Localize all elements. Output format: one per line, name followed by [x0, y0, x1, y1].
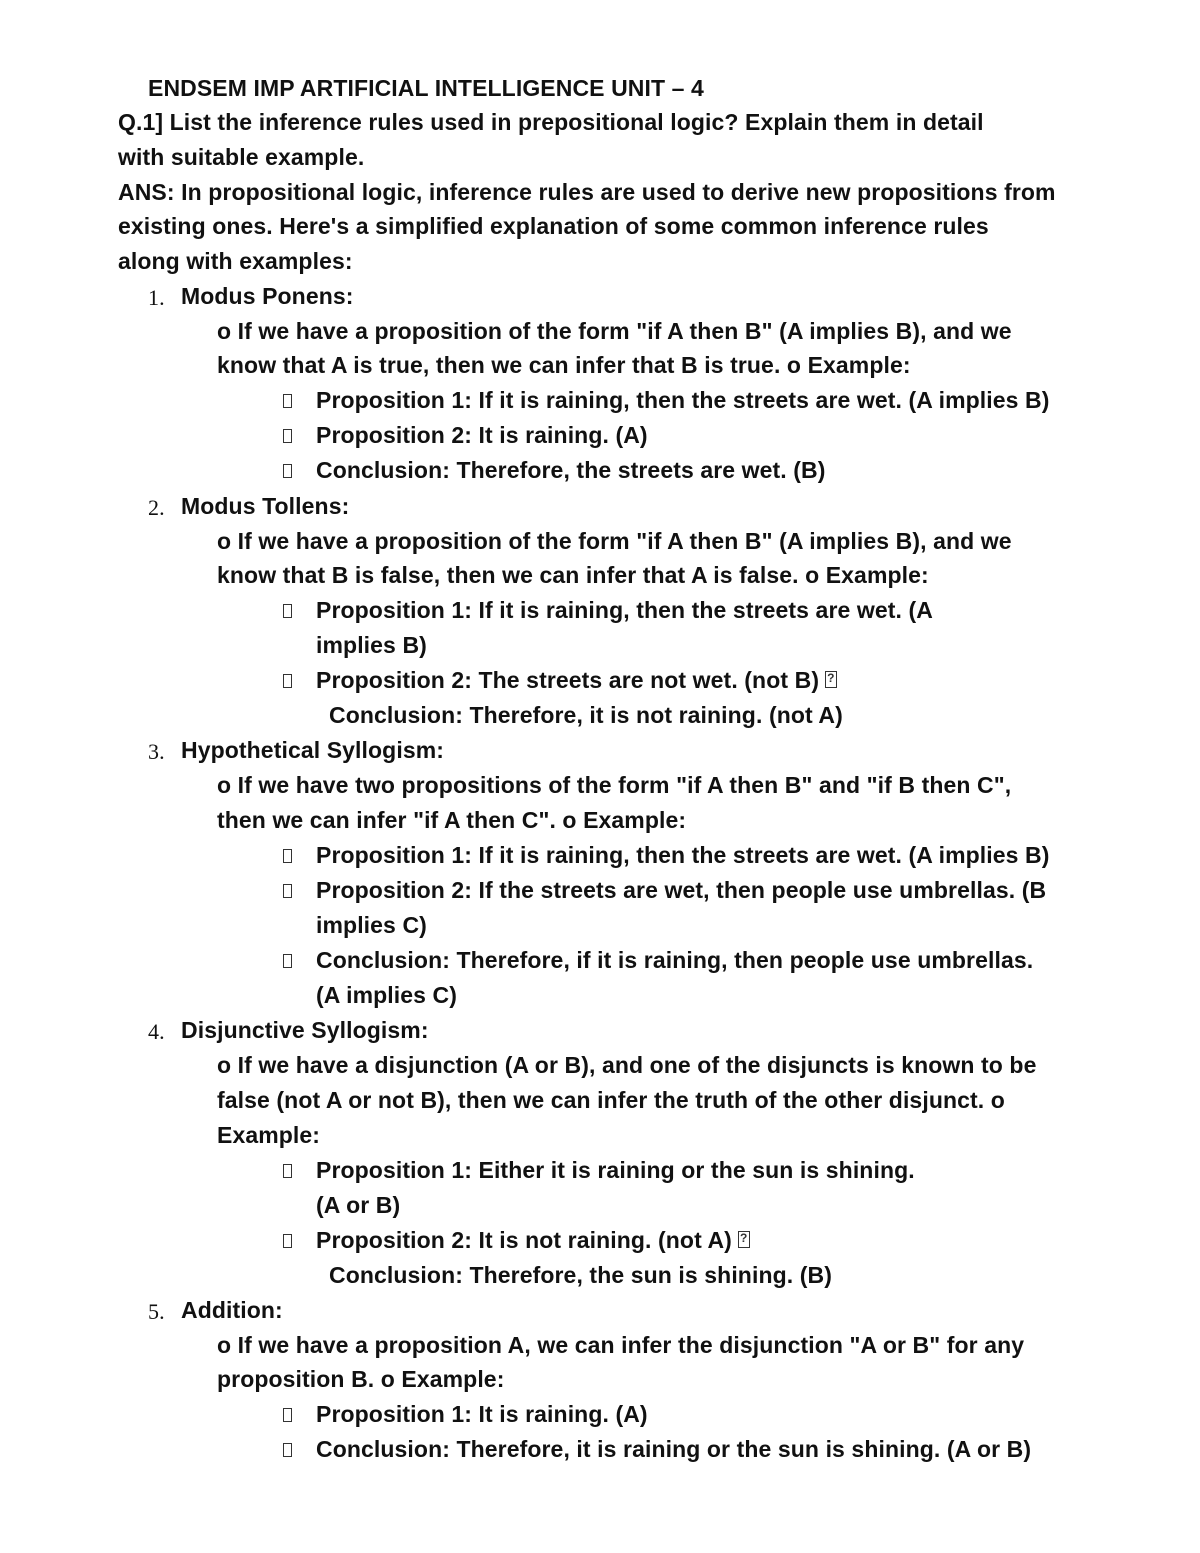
bullet-box-icon: [283, 1397, 292, 1432]
bullet-box-icon: [283, 838, 292, 873]
bullet-box-icon: [283, 418, 292, 453]
bullet-text-content: Proposition 2: It is not raining. (not A): [316, 1227, 732, 1253]
question-line-1: Q.1] List the inference rules used in prepositional logic? Explain them in detail: [118, 109, 984, 135]
bullet-box-icon: [283, 1153, 292, 1188]
rule-description-line: false (not A or not B), then we can infer the truth of the other disjunct. o: [217, 1087, 1005, 1113]
bullet-text-continued: implies C): [316, 912, 427, 938]
rule-description-line: o If we have a disjunction (A or B), and one of the disjuncts is known to be: [217, 1052, 1037, 1078]
rule-number: 2.: [148, 495, 165, 520]
bullet-box-icon: [283, 453, 292, 488]
bullet-text-continued: (A implies C): [316, 982, 458, 1008]
rule-heading: Modus Tollens:: [181, 493, 350, 519]
rule-number: 3.: [148, 739, 165, 764]
answer-line-2: existing ones. Here's a simplified explanation of some common inference rules: [118, 213, 989, 239]
bullet-text-continued: (A or B): [316, 1192, 401, 1218]
bullet-box-icon: [283, 873, 292, 908]
rule-description-line: then we can infer "if A then C". o Example:: [217, 807, 687, 833]
bullet-text: Proposition 1: Either it is raining or the sun is shining.: [316, 1157, 915, 1183]
bullet-text-content: Proposition 2: The streets are not wet. (not B): [316, 667, 820, 693]
bullet-text: Conclusion: Therefore, it is raining or the sun is shining. (A or B): [316, 1436, 1032, 1462]
bullet-box-icon: [283, 1223, 292, 1258]
rule-description-line: o If we have two propositions of the form "if A then B" and "if B then C",: [217, 772, 1012, 798]
rule-description-line: o If we have a proposition of the form "if A then B" (A implies B), and we: [217, 318, 1012, 344]
rule-number: 5.: [148, 1299, 165, 1324]
missing-glyph-icon: [825, 671, 837, 688]
bullet-box-icon: [283, 1432, 292, 1467]
bullet-text: Proposition 1: It is raining. (A): [316, 1401, 648, 1427]
bullet-text: Proposition 2: If the streets are wet, then people use umbrellas. (B: [316, 877, 1047, 903]
conclusion-text: Conclusion: Therefore, it is not raining. (not A): [329, 702, 843, 728]
rule-description-line: o If we have a proposition of the form "if A then B" (A implies B), and we: [217, 528, 1012, 554]
rule-description-line: know that B is false, then we can infer that A is false. o Example:: [217, 562, 929, 588]
bullet-text: Proposition 1: If it is raining, then the streets are wet. (A implies B): [316, 387, 1050, 413]
rule-description-line: Example:: [217, 1122, 321, 1148]
bullet-text: Conclusion: Therefore, the streets are wet. (B): [316, 457, 826, 483]
bullet-box-icon: [283, 383, 292, 418]
bullet-text: Proposition 1: If it is raining, then the streets are wet. (A: [316, 597, 933, 623]
document-title: ENDSEM IMP ARTIFICIAL INTELLIGENCE UNIT – 4: [148, 75, 704, 101]
rule-heading: Addition:: [181, 1297, 283, 1323]
bullet-box-icon: [283, 663, 292, 698]
rule-heading: Hypothetical Syllogism:: [181, 737, 445, 763]
missing-glyph-icon: [738, 1231, 750, 1248]
rule-number: 1.: [148, 285, 165, 310]
conclusion-text: Conclusion: Therefore, the sun is shining. (B): [329, 1262, 832, 1288]
bullet-box-icon: [283, 943, 292, 978]
bullet-text: Conclusion: Therefore, if it is raining, then people use umbrellas.: [316, 947, 1034, 973]
bullet-text: [316, 663, 837, 698]
bullet-text: [316, 1223, 750, 1258]
bullet-box-icon: [283, 593, 292, 628]
answer-line-1: ANS: In propositional logic, inference rules are used to derive new propositions from: [118, 179, 1056, 205]
rule-description-line: know that A is true, then we can infer that B is true. o Example:: [217, 352, 911, 378]
question-line-2: with suitable example.: [118, 144, 365, 170]
rule-heading: Disjunctive Syllogism:: [181, 1017, 429, 1043]
bullet-text: Proposition 2: It is raining. (A): [316, 422, 648, 448]
rule-description-line: proposition B. o Example:: [217, 1366, 505, 1392]
answer-line-3: along with examples:: [118, 248, 353, 274]
bullet-text-continued: implies B): [316, 632, 427, 658]
rule-number: 4.: [148, 1019, 165, 1044]
bullet-text: Proposition 1: If it is raining, then the streets are wet. (A implies B): [316, 842, 1050, 868]
rule-heading: Modus Ponens:: [181, 283, 354, 309]
rule-description-line: o If we have a proposition A, we can infer the disjunction "A or B" for any: [217, 1332, 1025, 1358]
